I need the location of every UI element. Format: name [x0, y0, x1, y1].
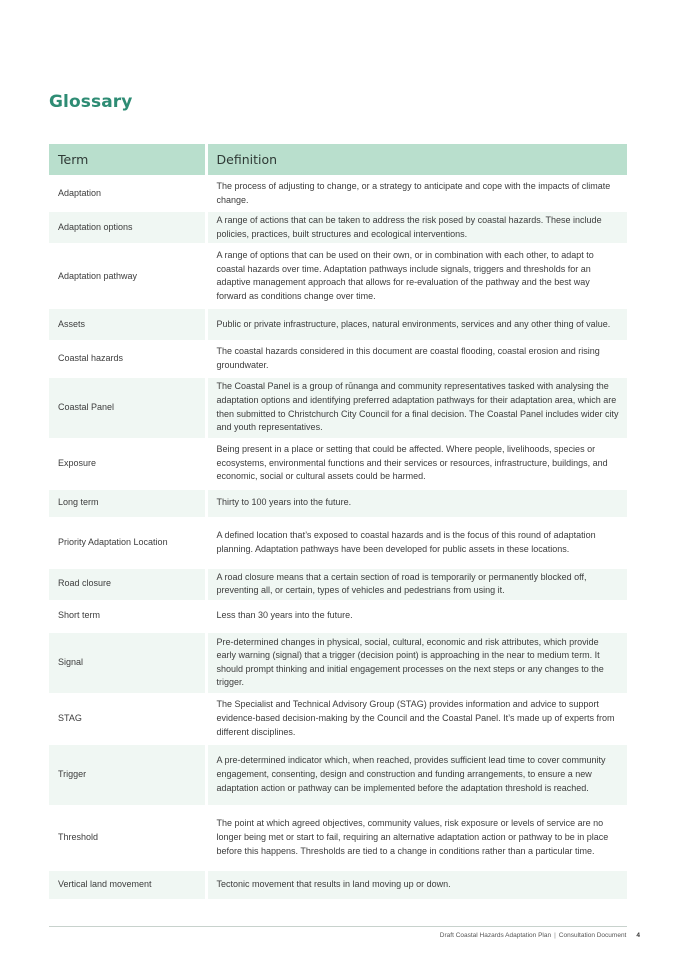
glossary-table [49, 144, 627, 899]
term-cell: Adaptation options [49, 211, 206, 245]
table-row [49, 488, 627, 518]
term-cell: Adaptation pathway [49, 245, 206, 308]
table-row [49, 518, 627, 567]
footer-document-title: Draft Coastal Hazards Adaptation Plan [439, 932, 552, 939]
definition-cell: The Coastal Panel is a group of rūnanga and community representatives tasked with analysing the adaptation options and identifying preferred adaptation pathways for their adaptation area, which are then submitted to Christchurch City Council for a final decision. The Coastal Panel includes wider city and youth representatives. [206, 376, 627, 439]
table-row [49, 694, 627, 743]
definition-cell: A pre-determined indicator which, when reached, provides sufficient lead time to cover community engagement, consenting, design and construction and funding arrangements, to ensure a new adaptation action or pathway can be implemented before the adaptation threshold is reached. [206, 743, 627, 806]
column-header-term: Term [49, 144, 206, 177]
page-number: 4 [636, 932, 640, 939]
definition-cell: A defined location that’s exposed to coastal hazards and is the focus of this round of adaptation planning. Adaptation pathways have been developed for public assets in these locations. [206, 518, 627, 567]
table-row [49, 601, 627, 631]
term-cell: Trigger [49, 743, 206, 806]
table-body [49, 177, 627, 900]
table-row [49, 308, 627, 342]
term-cell: STAG [49, 694, 206, 743]
term-cell: Exposure [49, 439, 206, 488]
term-cell: Adaptation [49, 177, 206, 211]
term-cell: Vertical land movement [49, 869, 206, 899]
definition-cell: Being present in a place or setting that could be affected. Where people, livelihoods, species or ecosystems, environmental functions and their services or resources, infrastructure, buildings, and economic, social or cultural assets could be harmed. [206, 439, 627, 488]
definition-cell: Tectonic movement that results in land moving up or down. [206, 869, 627, 899]
table-row [49, 376, 627, 439]
table-row [49, 806, 627, 869]
definition-cell: A road closure means that a certain section of road is temporarily or permanently blocked off, preventing all, or certain, types of vehicles and pedestrians from using it. [206, 567, 627, 601]
term-cell: Assets [49, 308, 206, 342]
table-row [49, 211, 627, 245]
definition-cell: The Specialist and Technical Advisory Group (STAG) provides information and advice to support evidence-based decision-making by the Council and the Coastal Panel. It’s made up of experts from different disciplines. [206, 694, 627, 743]
definition-cell: Less than 30 years into the future. [206, 601, 627, 631]
table-row [49, 342, 627, 376]
definition-cell: Public or private infrastructure, places, natural environments, services and any other thing of value. [206, 308, 627, 342]
table-row [49, 439, 627, 488]
footer-section: Consultation Document [558, 932, 627, 939]
table-row [49, 245, 627, 308]
definition-cell: The point at which agreed objectives, community values, risk exposure or levels of service are no longer being met or start to fail, requiring an alternative adaptation action or pathway to be in place before this happens. Thresholds are tied to a change in conditions rather than a particular time. [206, 806, 627, 869]
term-cell: Coastal hazards [49, 342, 206, 376]
table-row [49, 869, 627, 899]
page-title: Glossary [49, 92, 133, 112]
term-cell: Coastal Panel [49, 376, 206, 439]
table-row [49, 567, 627, 601]
footer-divider [49, 926, 627, 927]
table-row [49, 743, 627, 806]
table-row [49, 177, 627, 211]
page-footer [440, 932, 640, 939]
definition-cell: The coastal hazards considered in this document are coastal flooding, coastal erosion and rising groundwater. [206, 342, 627, 376]
term-cell: Threshold [49, 806, 206, 869]
term-cell: Long term [49, 488, 206, 518]
definition-cell: Thirty to 100 years into the future. [206, 488, 627, 518]
definition-cell: Pre-determined changes in physical, social, cultural, economic and risk attributes, which provide early warning (signal) that a trigger (decision point) is approaching in the near to medium term. It should prompt thinking and initial engagement processes on the next steps or any changes to the trigger. [206, 631, 627, 694]
definition-cell: The process of adjusting to change, or a strategy to anticipate and cope with the impacts of climate change. [206, 177, 627, 211]
definition-cell: A range of actions that can be taken to address the risk posed by coastal hazards. These include policies, practices, built structures and ecological interventions. [206, 211, 627, 245]
footer-separator: | [554, 932, 556, 939]
term-cell: Priority Adaptation Location [49, 518, 206, 567]
term-cell: Road closure [49, 567, 206, 601]
definition-cell: A range of options that can be used on their own, or in combination with each other, to adapt to coastal hazards over time. Adaptation pathways include signals, triggers and thresholds for an adaptive management approach that allows for re-evaluation of the pathway and the best way forward as conditions change over time. [206, 245, 627, 308]
column-header-definition: Definition [206, 144, 627, 177]
term-cell: Signal [49, 631, 206, 694]
table-header [49, 144, 627, 177]
term-cell: Short term [49, 601, 206, 631]
table-row [49, 631, 627, 694]
